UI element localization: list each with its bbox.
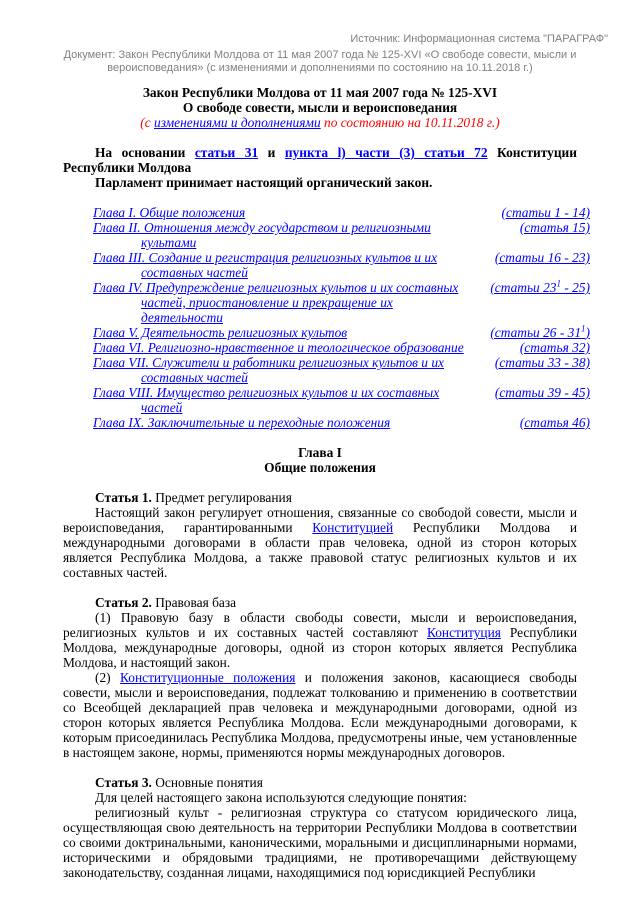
preamble-enactment: Парламент принимает настоящий органический закон. bbox=[95, 175, 433, 190]
text-segment: - 25) bbox=[560, 280, 590, 295]
preamble-basis bbox=[63, 145, 577, 175]
toc-articles-link[interactable] bbox=[478, 205, 590, 220]
text-segment: Для целей настоящего закона используются следующие понятия: bbox=[95, 790, 467, 805]
toc-articles-link[interactable] bbox=[478, 415, 590, 430]
toc-articles-link[interactable] bbox=[478, 325, 590, 340]
toc-articles-link[interactable] bbox=[478, 220, 590, 235]
law-title-line2: О свободе совести, мысли и вероисповедания bbox=[182, 100, 458, 115]
source-line: Источник: Информационная система "ПАРАГРАФ" bbox=[350, 33, 608, 45]
text-segment: (статьи 33 - 38) bbox=[494, 355, 590, 370]
article-2-title: Правовая база bbox=[151, 595, 237, 610]
law-title-block bbox=[63, 85, 577, 130]
text-segment: (статьи 16 - 23) bbox=[494, 250, 590, 265]
text-segment: (статья 32) bbox=[519, 340, 590, 355]
article-3 bbox=[63, 775, 577, 880]
document-description-line: Документ: Закон Республики Молдова от 11 мая 2007 года № 125-XVI «О свободе совести, мысли и вероисповедания» (с изменениями и дополнениями по состоянию на 10.11.2018 г.) bbox=[63, 49, 577, 74]
toc-row bbox=[93, 250, 590, 280]
text-segment: (1) Правовую базу в области свободы совести, мысли и вероисповедания, религиозных культов и их составных частей составляют bbox=[63, 610, 577, 640]
toc-articles-link[interactable] bbox=[478, 280, 590, 295]
toc-row bbox=[93, 280, 590, 325]
text-segment: (2) bbox=[95, 670, 121, 685]
toc-row bbox=[93, 385, 590, 415]
article-1 bbox=[63, 490, 577, 580]
chapter-number: Глава I bbox=[298, 445, 342, 460]
article-2-paragraph-1 bbox=[63, 610, 577, 670]
toc-articles-link[interactable] bbox=[478, 385, 590, 400]
toc-row bbox=[93, 220, 590, 250]
toc-chapter-link[interactable]: Глава VIII. Имущество религиозных культов и их составных частей bbox=[93, 385, 440, 415]
article-1-number: Статья 1. bbox=[95, 490, 152, 505]
toc-row bbox=[93, 340, 590, 355]
text-segment: (статья 15) bbox=[519, 220, 590, 235]
text-segment: и bbox=[258, 145, 285, 160]
text-segment: и положения законов, касающиеся свободы совести, мысли и вероисповедания, подлежат толкованию и применению в соответствии со Всеобщей декларацией прав человека и международными договорами, одной из сторон которых является Республика Молдова. Если международными договорами, к которым присоединилась Республика Молдова, предусмотрены иные, чем установленные в настоящем законе, нормы, применяются нормы международных договоров. bbox=[63, 670, 578, 760]
article-1-paragraph-1 bbox=[63, 505, 577, 580]
text-segment: (статьи 23 bbox=[490, 280, 557, 295]
text-segment: На основании bbox=[95, 145, 195, 160]
toc-chapter-link[interactable]: Глава IX. Заключительные и переходные положения bbox=[93, 415, 391, 430]
text-segment: (статьи 26 - 31 bbox=[490, 325, 582, 340]
toc-chapter-link[interactable]: Глава II. Отношения между государством и религиозными культами bbox=[93, 220, 431, 250]
article-3-title: Основные понятия bbox=[151, 775, 263, 790]
toc-articles-link[interactable] bbox=[478, 340, 590, 355]
toc-articles-link[interactable] bbox=[478, 250, 590, 265]
amendments-line bbox=[63, 115, 577, 130]
article-3-paragraph-1 bbox=[63, 790, 577, 805]
article-2-number: Статья 2. bbox=[95, 595, 152, 610]
article-3-heading bbox=[63, 775, 577, 790]
article-3-number: Статья 3. bbox=[95, 775, 152, 790]
law-title-line1: Закон Республики Молдова от 11 мая 2007 года № 125-XVI bbox=[142, 85, 498, 100]
article-3-paragraph-2 bbox=[63, 805, 577, 880]
text-segment: (статья 46) bbox=[519, 415, 590, 430]
article-2-paragraph-2 bbox=[63, 670, 577, 760]
text-segment: Конституции Республики Молдова bbox=[63, 145, 577, 175]
toc-articles-link[interactable] bbox=[478, 355, 590, 370]
toc-chapter-link[interactable]: Глава V. Деятельность религиозных культов bbox=[93, 325, 348, 340]
toc-chapter-link[interactable]: Глава IV. Предупреждение религиозных культов и их составных частей, приостановление и прекращение их деятельности bbox=[93, 280, 459, 325]
toc-chapter-link[interactable]: Глава III. Создание и регистрация религиозных культов и их составных частей bbox=[93, 250, 438, 280]
document-body bbox=[63, 85, 590, 880]
chapter-heading bbox=[63, 445, 577, 475]
preamble bbox=[63, 145, 577, 190]
text-segment: (статьи 1 - 14) bbox=[501, 205, 590, 220]
article-2-heading bbox=[63, 595, 577, 610]
table-of-contents bbox=[93, 205, 590, 430]
article-1-title: Предмет регулирования bbox=[151, 490, 292, 505]
toc-chapter-link[interactable]: Глава VII. Служители и работники религиозных культов и их составных частей bbox=[93, 355, 444, 385]
text-link[interactable]: Конституция bbox=[426, 625, 501, 640]
article-1-heading bbox=[63, 490, 577, 505]
text-link[interactable]: статьи 31 bbox=[194, 145, 259, 160]
text-segment: (статьи 39 - 45) bbox=[494, 385, 590, 400]
text-segment: (с bbox=[140, 115, 155, 130]
text-segment: Республики Молдова, международные договоры, одной из сторон которых является Республика Молдова, и настоящий закон. bbox=[63, 625, 577, 670]
toc-row bbox=[93, 355, 590, 385]
article-2 bbox=[63, 595, 577, 760]
chapter-title: Общие положения bbox=[264, 460, 376, 475]
text-segment: ) bbox=[585, 325, 590, 340]
toc-chapter-link[interactable]: Глава I. Общие положения bbox=[93, 205, 246, 220]
text-segment: по состоянию на 10.11.2018 г.) bbox=[320, 115, 500, 130]
text-link[interactable]: Конституцией bbox=[312, 520, 394, 535]
text-segment: религиозный культ - религиозная структура со статусом юридического лица, осуществляющая свою деятельность на территории Республики Молдова в соответствии со своими доктринальными, каноническими, моральными и дисциплинарными нормами, историческими и обрядовыми традициями, не противоречащими действующему законодательству, созданная лицами, находящимися под юрисдикцией Республики bbox=[63, 805, 577, 880]
text-link[interactable]: пункта l) части (3) статьи 72 bbox=[284, 145, 488, 160]
superscript-marker: 1 bbox=[581, 323, 586, 334]
text-segment: Республики Молдова и международными договорами в области прав человека, одной из сторон которых является Республика Молдова, а также правовой статус религиозных культов и их составных частей. bbox=[63, 520, 577, 580]
toc-row bbox=[93, 415, 590, 430]
text-link[interactable]: изменениями и дополнениями bbox=[154, 115, 321, 130]
toc-row bbox=[93, 325, 590, 340]
text-link[interactable]: Конституционные положения bbox=[120, 670, 296, 685]
text-segment: Настоящий закон регулирует отношения, связанные со свободой совести, мысли и вероисповедания, гарантированными bbox=[63, 505, 577, 535]
toc-chapter-link[interactable]: Глава VI. Религиозно-нравственное и теологическое образование bbox=[93, 340, 464, 355]
toc-row bbox=[93, 205, 590, 220]
superscript-marker: 1 bbox=[556, 278, 561, 289]
document-meta bbox=[32, 33, 608, 75]
